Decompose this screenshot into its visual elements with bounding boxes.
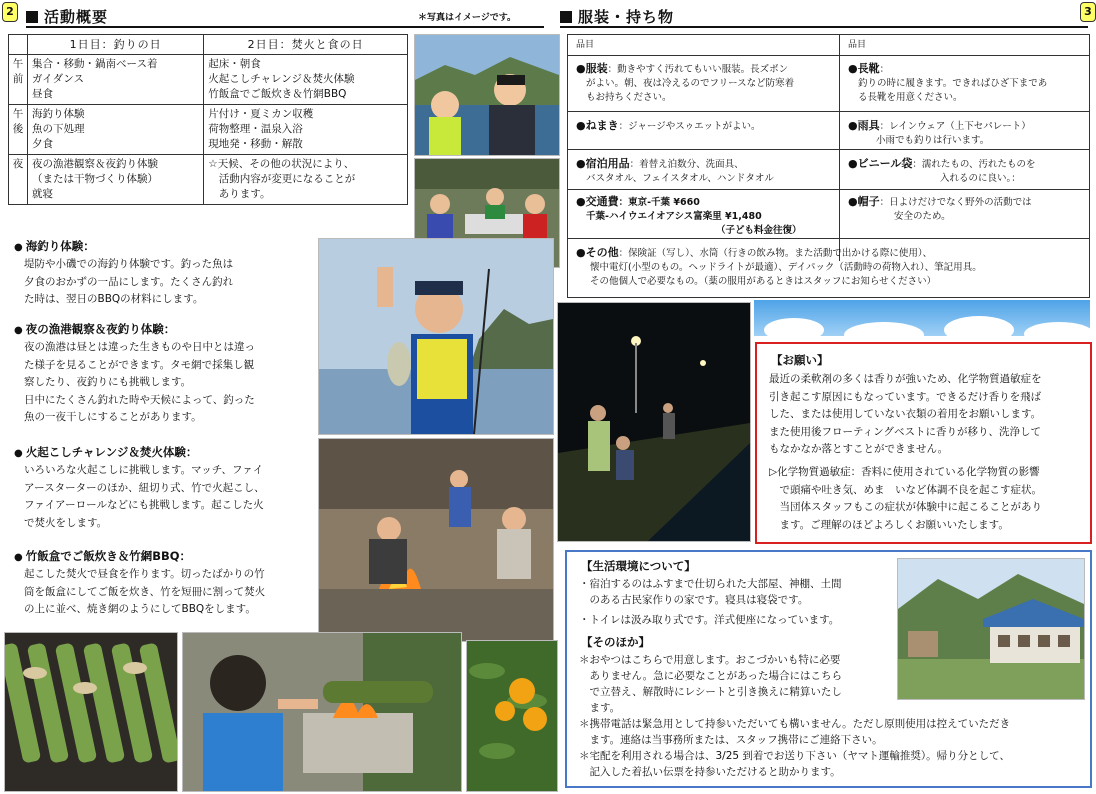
schedule-slot: 午後 [9,105,28,155]
activity-text-night: 夜の漁港は昼とは違った生きものや日中とは違っ た様子を見ることができます。タモ網で採集し観 察したり、夜釣りにも挑戦します。 日中にたくさん釣れた時や天候によって、釣った 魚の一夜干しにすることがあります。 [24,341,255,423]
schedule-cell: 起床・朝食 火起こしチャレンジ＆焚火体験 竹飯盒でご飯炊き＆竹網BBQ [204,55,408,105]
schedule-header-blank [9,35,28,55]
activity-title-bamboo: ● 竹飯盒でご飯炊き＆竹網BBQ： [14,549,192,563]
photo-boy-fish [318,238,554,435]
sky-decoration [754,300,1090,336]
activity-title-fishing: ● 海釣り体験： [14,239,95,253]
photo-night-harbor [557,302,751,542]
cloud-shape [764,318,824,336]
request-text: 最近の柔軟剤の多くは香りが強いため、化学物質過敏症を 引き起こす原因にもなっています。できるだけ香りを飛ば した、または使用していない衣類の着用をお願いします。 また使用後フローティングベストに香りが移り、洗浄して もなかなか落とすことができません。 [769,373,1042,455]
schedule-table [8,34,408,205]
section-underline-right [560,26,1088,28]
schedule-row-afternoon [9,105,408,155]
photo-bamboo-bbq [4,632,178,792]
item-clothes: ●服装：動きやすく汚れてもいい服装。長ズボン がよい。朝、夜は冷えるのでフリースなど防寒着 もお持ちください。 [576,62,795,103]
photo-campfire [318,438,554,642]
schedule-header-row [9,35,408,55]
page-number-right: 3 [1080,2,1096,22]
cloud-shape [844,322,924,336]
environment-text: ・宿泊するのはふすまで仕切られた大部屋、神棚、土間 のある古民家作りの家です。寝具は寝袋です。 ・トイレは汲み取り式です。洋式便座になっています。 [579,578,842,626]
item-raingear: ●雨具：レインウェア（上下セパレート） 小雨でも釣りは行います。 [848,119,1031,146]
photo-bamboo-cooking [182,632,462,792]
activity-text-fire: いろいろな火起こしに挑戦します。マッチ、ファイ アースターターのほか、紐切り式、竹で火起こし、 ファイアーロールなどにも挑戦します。起こした火 で焚火をします。 [24,464,265,529]
schedule-row-morning [9,55,408,105]
environment-box [565,550,1092,788]
other-text: ＊おやつはこちらで用意します。おこづかいも特に必要 ありません。急に必要なことがあった場合にはこちら で立替え、解散時にレシートと引き換えに精算いたし ます。 ＊携帯電話は緊急用として持参いただいても構いません。ただし原則使用は控えていただき ます。連絡は当事務所または、スタッフ携帯にご連絡下さい。 ＊宅配を利用される場合は、3/25 到着でお送り下さい（ヤマト運輸推奨）。帰り分として、 記入した着払い伝票を持参いただけると助かります。 [579,654,1011,778]
environment-title: 【生活環境について】 [581,559,696,573]
item-plastic-bag: ●ビニール袋：濡れたもの、汚れたものを 入れるのに良い。： [848,157,1036,184]
photo-old-house [897,558,1085,700]
item-boots: ●長靴： 釣りの時に履きます。できればひざ下まであ る長靴を用意ください。 [848,62,1048,103]
request-box [755,342,1092,544]
schedule-row-night [9,155,408,205]
schedule-cell: 海釣り体験 魚の下処理 夕食 [28,105,204,155]
schedule-cell: 片付け・夏ミカン収穫 荷物整理・温泉入浴 現地発・移動・解散 [204,105,408,155]
schedule-header-day2: 2日目：焚火と食の日 [204,35,408,55]
item-hat: ●帽子：日よけだけでなく野外の活動では 安全のため。 [848,195,1032,222]
other-title: 【そのほか】 [581,635,650,649]
activity-text-fishing: 堤防や小磯での海釣り体験です。釣った魚は 夕食のおかずの一品にします。たくさん釣れ た時は、翌日のBBQの材料にします。 [24,258,234,305]
photo-oranges [466,640,558,792]
image-note: ＊写真はイメージです。 [418,13,517,23]
schedule-cell: 集合・移動・鍋南ベース着 ガイダンス 昼食 [28,55,204,105]
item-other: ●その他：保険証（写し）、水筒（行きの飲み物。また活動で出かける際に使用）、 懐中電灯(小型のもの。ヘッドライトが最適）、デイパック（活動時の荷物入れ）、筆記用具。 その他個人で必要なもの。（薬の服用があるときはスタッフにお知らせください） [576,246,982,287]
schedule-cell: ☆天候、その他の状況により、 活動内容が変更になることが あります。 [204,155,408,205]
section-underline-left [26,26,544,28]
items-table [567,34,1090,298]
schedule-slot: 夜 [9,155,28,205]
photo-kids-boat [414,34,560,156]
activity-text-bamboo: 起こした焚火で昼食を作ります。切ったばかりの竹 筒を飯盒にしてご飯を炊き、竹を短冊に割って焚火 の上に並べ、焼き網のようにしてBBQをします。 [24,568,266,615]
items-header-right: 品目 [840,35,1089,56]
items-header-left: 品目 [568,35,839,56]
schedule-header-day1: 1日目：釣りの日 [28,35,204,55]
section-title-items: 服装・持ち物 [560,6,674,27]
page-number-left: 2 [2,2,18,22]
item-lodging: ●宿泊用品：着替え泊数分、洗面具、 バスタオル、フェイスタオル、ハンドタオル [576,157,774,184]
schedule-slot: 午前 [9,55,28,105]
request-note: ▷化学物質過敏症：香料に使用されている化学物質の影響 で頭痛や吐き気、めま いなど体調不良を起こす症状。 当団体スタッフもこの症状が体験中に起こることがあり ます。ご理解のほどよろしくお願いいたします。 [769,466,1042,531]
request-title: 【お願い】 [771,353,829,367]
activity-title-night: ● 夜の漁港観察＆夜釣り体験： [14,322,176,336]
section-title-activity: 活動概要 [26,6,108,27]
activity-title-fire: ● 火起こしチャレンジ＆焚火体験： [14,445,198,459]
cloud-shape [944,316,1014,336]
schedule-cell: 夜の漁港観察＆夜釣り体験 （または干物づくり体験） 就寝 [28,155,204,205]
cloud-shape [1024,322,1090,336]
item-pajamas: ●ねまき：ジャージやスゥエットがよい。 [576,119,761,132]
item-transport: ●交通費：東京-千葉 ¥660 千葉-ハイウエイオアシス富楽里 ¥1,480 （子ども料金往復） [576,195,802,236]
